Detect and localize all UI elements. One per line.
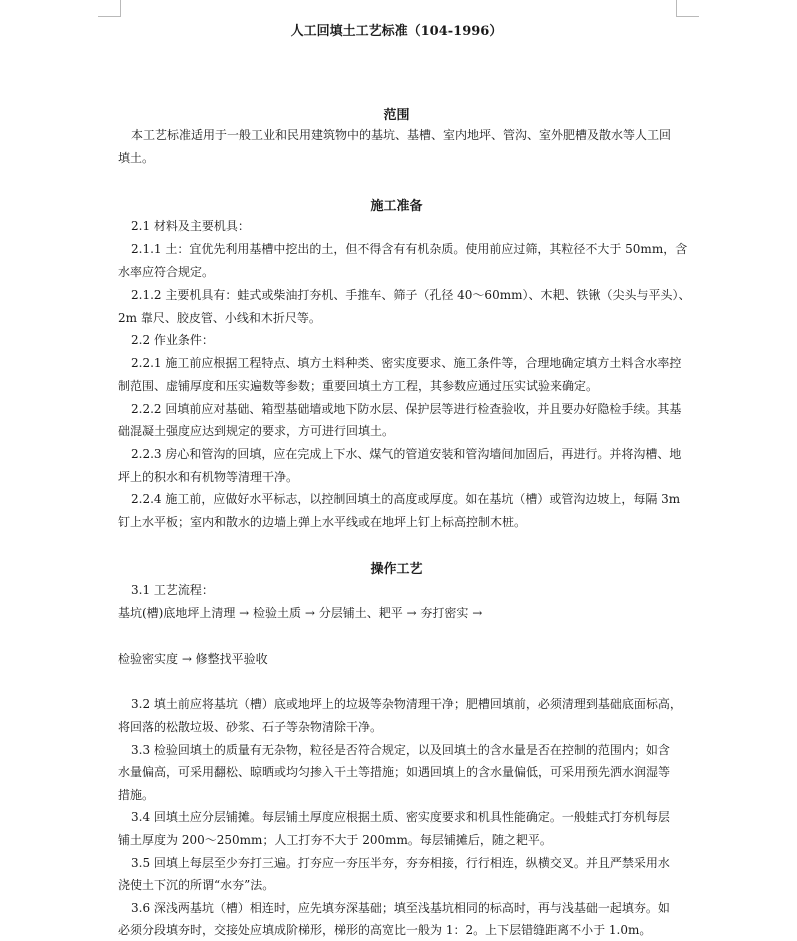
paragraph-line: 2.2.4 施工前，应做好水平标志，以控制回填土的高度或厚度。如在基坑（槽）或管沟边坡上，每隔 3m	[131, 492, 681, 506]
section-heading-scope: 范围	[383, 108, 410, 123]
paragraph-line: 措施。	[118, 788, 155, 802]
paragraph-line: 2.2.2 回填前应对基础、箱型基础墙或地下防水层、保护层等进行检查验收，并且要办好隐检手续。其基	[131, 402, 682, 416]
paragraph-line: 3.3 检验回填土的质量有无杂物，粒径是否符合规定，以及回填土的含水量是否在控制的范围内；如含	[131, 743, 670, 757]
paragraph-line: 本工艺标准适用于一般工业和民用建筑物中的基坑、基槽、室内地坪、管沟、室外肥槽及散水等人工回	[131, 128, 672, 142]
paragraph-line: 3.4 回填土应分层铺摊。每层铺土厚度应根据土质、密实度要求和机具性能确定。一般蛙式打夯机每层	[131, 810, 670, 824]
paragraph-line: 3.6 深浅两基坑（槽）相连时，应先填夯深基础；填至浅基坑相同的标高时，再与浅基础一起填夯。如	[131, 901, 670, 915]
paragraph-line: 2.2 作业条件：	[131, 333, 214, 347]
paragraph-line: 制范围、虚铺厚度和压实遍数等参数；重要回填土方工程，其参数应通过压实试验来确定。	[118, 379, 599, 393]
paragraph-line: 填土。	[118, 151, 155, 165]
paragraph-line: 2m 靠尺、胶皮管、小线和木折尺等。	[118, 311, 321, 325]
paragraph-line: 3.1 工艺流程：	[131, 583, 214, 597]
section-heading-preparation: 施工准备	[370, 199, 423, 214]
paragraph-line: 2.1.1 土：宜优先利用基槽中挖出的土，但不得含有有机杂质。使用前应过筛，其粒径不大于 50mm，含	[131, 242, 688, 256]
paragraph-line: 钉上水平板；室内和散水的边墙上弹上水平线或在地坪上钉上标高控制木桩。	[118, 515, 527, 529]
paragraph-line: 3.2 填土前应将基坑（槽）底或地坪上的垃圾等杂物清理干净；肥槽回填前，必须清理到基础底面标高，	[131, 697, 682, 711]
paragraph-line: 水量偏高，可采用翻松、晾晒或均匀掺入干土等措施；如遇回填上的含水量偏低，可采用预先洒水润湿等	[118, 765, 671, 779]
paragraph-line: 2.1 材料及主要机具：	[131, 219, 250, 233]
page-corner-mark-right	[676, 0, 699, 17]
paragraph-line: 2.1.2 主要机具有：蛙式或柴油打夯机、手推车、筛子（孔径 40～60mm）、木耙、铁锹（尖头与平头）、	[131, 288, 691, 302]
paragraph-line: 将回落的松散垃圾、砂浆、石子等杂物清除干净。	[118, 720, 383, 734]
paragraph-line: 3.5 回填上每层至少夯打三遍。打夯应一夯压半夯，夯夯相接，行行相连，纵横交叉。并且严禁采用水	[131, 856, 670, 870]
paragraph-line: 浇使土下沉的所谓“水夯”法。	[118, 878, 275, 892]
paragraph-line: 水率应符合规定。	[118, 265, 215, 279]
paragraph-line: 铺土厚度为 200～250mm；人工打夯不大于 200mm。每层铺摊后，随之耙平。	[118, 833, 552, 847]
paragraph-line: 坪上的积水和有机物等清理干净。	[118, 470, 299, 484]
paragraph-line: 必须分段填夯时，交接处应填成阶梯形，梯形的高宽比一般为 1：2。上下层错缝距离不小于 1.0m。	[118, 923, 652, 937]
paragraph-line: 2.2.1 施工前应根据工程特点、填方土料种类、密实度要求、施工条件等，合理地确定填方土料含水率控	[131, 356, 682, 370]
process-flow-line: 基坑(槽)底地坪上清理 → 检验土质 → 分层铺土、耙平 → 夯打密实 →	[118, 606, 483, 620]
paragraph-line: 础混凝土强度应达到规定的要求，方可进行回填土。	[118, 424, 395, 438]
section-heading-operation: 操作工艺	[370, 562, 423, 577]
page-corner-mark-left	[98, 0, 121, 17]
process-flow-line: 检验密实度 → 修整找平验收	[118, 652, 268, 666]
document-title: 人工回填土工艺标准（104-1996）	[290, 24, 503, 39]
paragraph-line: 2.2.3 房心和管沟的回填，应在完成上下水、煤气的管道安装和管沟墙间加固后，再进行。并将沟槽、地	[131, 447, 682, 461]
